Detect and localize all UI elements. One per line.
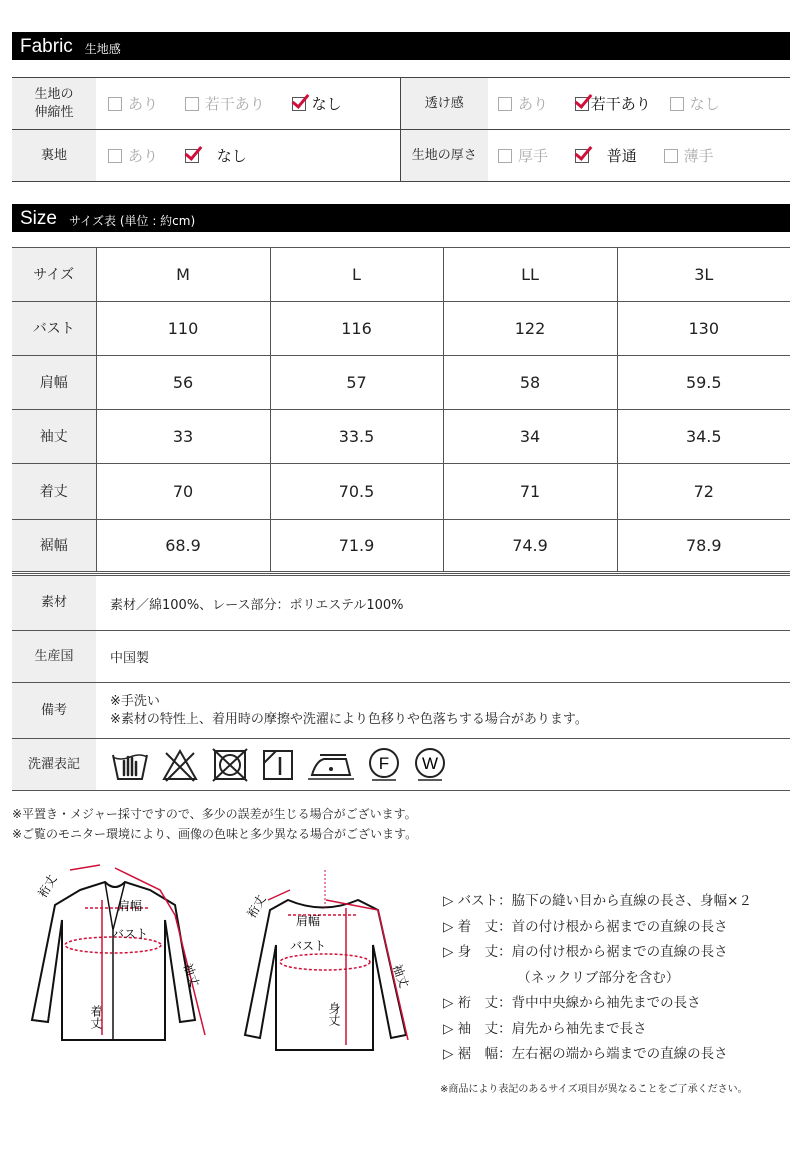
lining-options [96, 130, 400, 182]
measurement-definitions [443, 889, 752, 1068]
row-label: バスト [12, 302, 96, 356]
thickness-option-normal: 普通 [575, 147, 637, 165]
cell: 122 [443, 302, 617, 356]
remarks-value [96, 683, 790, 739]
remarks-line-1: ※手洗い [110, 693, 160, 709]
cell: 70 [96, 464, 270, 520]
table-row [12, 356, 790, 410]
definition-item: ▷ 身 丈：肩の付け根から裾までの直線の長さ [443, 944, 728, 960]
table-row [12, 410, 790, 464]
iron-low-icon [306, 747, 356, 783]
checkbox-icon [664, 149, 678, 163]
cell: 33 [96, 410, 270, 464]
row-label: 着丈 [12, 464, 96, 520]
cell: 71.9 [270, 520, 443, 572]
shirt-label-body: 身丈 [327, 1002, 341, 1026]
checked-icon [185, 149, 199, 163]
material-value: 素材／綿100%、レース部分：ポリエステル100% [96, 575, 790, 631]
origin-value: 中国製 [96, 631, 790, 683]
checkbox-icon [108, 97, 122, 111]
origin-label: 生産国 [12, 631, 96, 683]
cell: 71 [443, 464, 617, 520]
transparency-options [488, 78, 790, 130]
fabric-subtitle: 生地感 [84, 42, 121, 56]
thickness-option-thick: 厚手 [498, 147, 548, 165]
fabric-title: Fabric [20, 36, 73, 57]
shirt-label-sleeve: 袖丈 [389, 962, 412, 990]
svg-text:W: W [421, 753, 439, 773]
cell: 59.5 [617, 356, 790, 410]
jacket-label-shoulder: 肩幅 [118, 899, 143, 913]
row-label: 肩幅 [12, 356, 96, 410]
row-label: 裾幅 [12, 520, 96, 572]
shirt-label-bust: バスト [290, 939, 327, 953]
row-label: 袖丈 [12, 410, 96, 464]
table-row [12, 464, 790, 520]
checkbox-icon [498, 149, 512, 163]
size-col-3l: 3L [617, 248, 790, 302]
cell: 130 [617, 302, 790, 356]
cell: 57 [270, 356, 443, 410]
size-col-l: L [270, 248, 443, 302]
jacket-label-length: 着丈 [89, 1005, 103, 1029]
checked-icon [575, 97, 589, 111]
cell: 34 [443, 410, 617, 464]
fabric-header [12, 32, 790, 60]
remarks-line-2: ※素材の特性上、着用時の摩擦や洗濯により色移りや色落ちする場合があります。 [110, 711, 588, 727]
note-line: ※平置き・メジャー採寸ですので、多少の誤差が生じる場合がございます。 [12, 807, 417, 821]
jacket-diagram [10, 860, 225, 1070]
thickness-label: 生地の厚さ [400, 130, 488, 182]
shirt-label-shoulder: 肩幅 [296, 914, 321, 928]
footnote: ※商品により表記のあるサイズ項目が異なることをご了承ください。 [440, 1084, 748, 1095]
no-tumble-dry-icon [210, 747, 250, 783]
transparency-option-slight: 若干あり [575, 95, 651, 113]
care-symbols [96, 739, 790, 791]
remarks-label: 備考 [12, 683, 96, 739]
checkbox-icon [498, 97, 512, 111]
thickness-options [488, 130, 790, 182]
checkbox-icon [108, 149, 122, 163]
size-col-m: M [96, 248, 270, 302]
checked-icon [292, 97, 306, 111]
svg-text:F: F [378, 753, 390, 773]
measurement-notes [12, 804, 417, 844]
definition-item: ▷ 着 丈：首の付け根から裾までの直線の長さ [443, 918, 728, 935]
cell: 72 [617, 464, 790, 520]
table-row [12, 302, 790, 356]
lining-option-yes: あり [108, 147, 158, 165]
material-label: 素材 [12, 575, 96, 631]
jacket-label-sleeve: 袖丈 [180, 961, 202, 989]
cell: 110 [96, 302, 270, 356]
cell: 70.5 [270, 464, 443, 520]
table-row [12, 520, 790, 572]
size-header-label: サイズ [12, 248, 96, 302]
cell: 34.5 [617, 410, 790, 464]
definition-item: ▷ 袖 丈：肩先から袖先まで長さ [443, 1020, 647, 1037]
lining-option-no: なし [185, 147, 247, 165]
stretch-option-yes: あり [108, 95, 158, 113]
definition-item: ▷ 裾 幅：左右裾の端から端までの直線の長さ [443, 1046, 728, 1062]
size-col-ll: LL [443, 248, 617, 302]
transparency-option-yes: あり [498, 95, 548, 113]
stretch-label: 生地の伸縮性 [12, 78, 96, 130]
checkbox-icon [185, 97, 199, 111]
definition-item: ▷ 裄 丈：背中中央線から袖先までの長さ [443, 995, 701, 1011]
size-header [12, 204, 790, 232]
dry-clean-f-icon [366, 747, 402, 783]
jacket-label-bust: バスト [112, 927, 149, 941]
cell: 74.9 [443, 520, 617, 572]
transparency-label: 透け感 [400, 78, 488, 130]
shirt-diagram [228, 870, 428, 1065]
wet-clean-w-icon [412, 747, 448, 783]
checkbox-icon [670, 97, 684, 111]
jacket-label-sleeve-total: 裄丈 [35, 872, 60, 901]
line-dry-shade-icon [260, 747, 296, 783]
cell: 78.9 [617, 520, 790, 572]
note-line: ※ご覧のモニター環境により、画像の色味と多少異なる場合がございます。 [12, 827, 418, 841]
size-subtitle: サイズ表 (単位 : 約cm) [68, 214, 196, 228]
no-bleach-icon [160, 747, 200, 783]
checked-icon [575, 149, 589, 163]
cell: 56 [96, 356, 270, 410]
size-header-row [12, 248, 790, 302]
thickness-option-thin: 薄手 [664, 147, 714, 165]
stretch-option-none: なし [292, 95, 342, 113]
cell: 68.9 [96, 520, 270, 572]
cell: 33.5 [270, 410, 443, 464]
cell: 58 [443, 356, 617, 410]
size-table [12, 247, 790, 572]
definition-item: ▷ バスト：脇下の縫い目から直線の長さ、身幅×２ [443, 893, 752, 909]
care-label: 洗濯表記 [12, 739, 96, 791]
stretch-option-slight: 若干あり [185, 95, 265, 113]
size-title: Size [20, 208, 57, 229]
cell: 116 [270, 302, 443, 356]
lining-label: 裏地 [12, 130, 96, 182]
info-table [12, 573, 790, 791]
shirt-label-sleeve-total: 裄丈 [244, 892, 269, 921]
transparency-option-none: なし [670, 95, 720, 113]
hand-wash-icon [110, 747, 150, 783]
definition-item: （ネックリブ部分を含む） [443, 969, 680, 986]
stretch-options [96, 78, 400, 130]
fabric-table [12, 77, 790, 182]
